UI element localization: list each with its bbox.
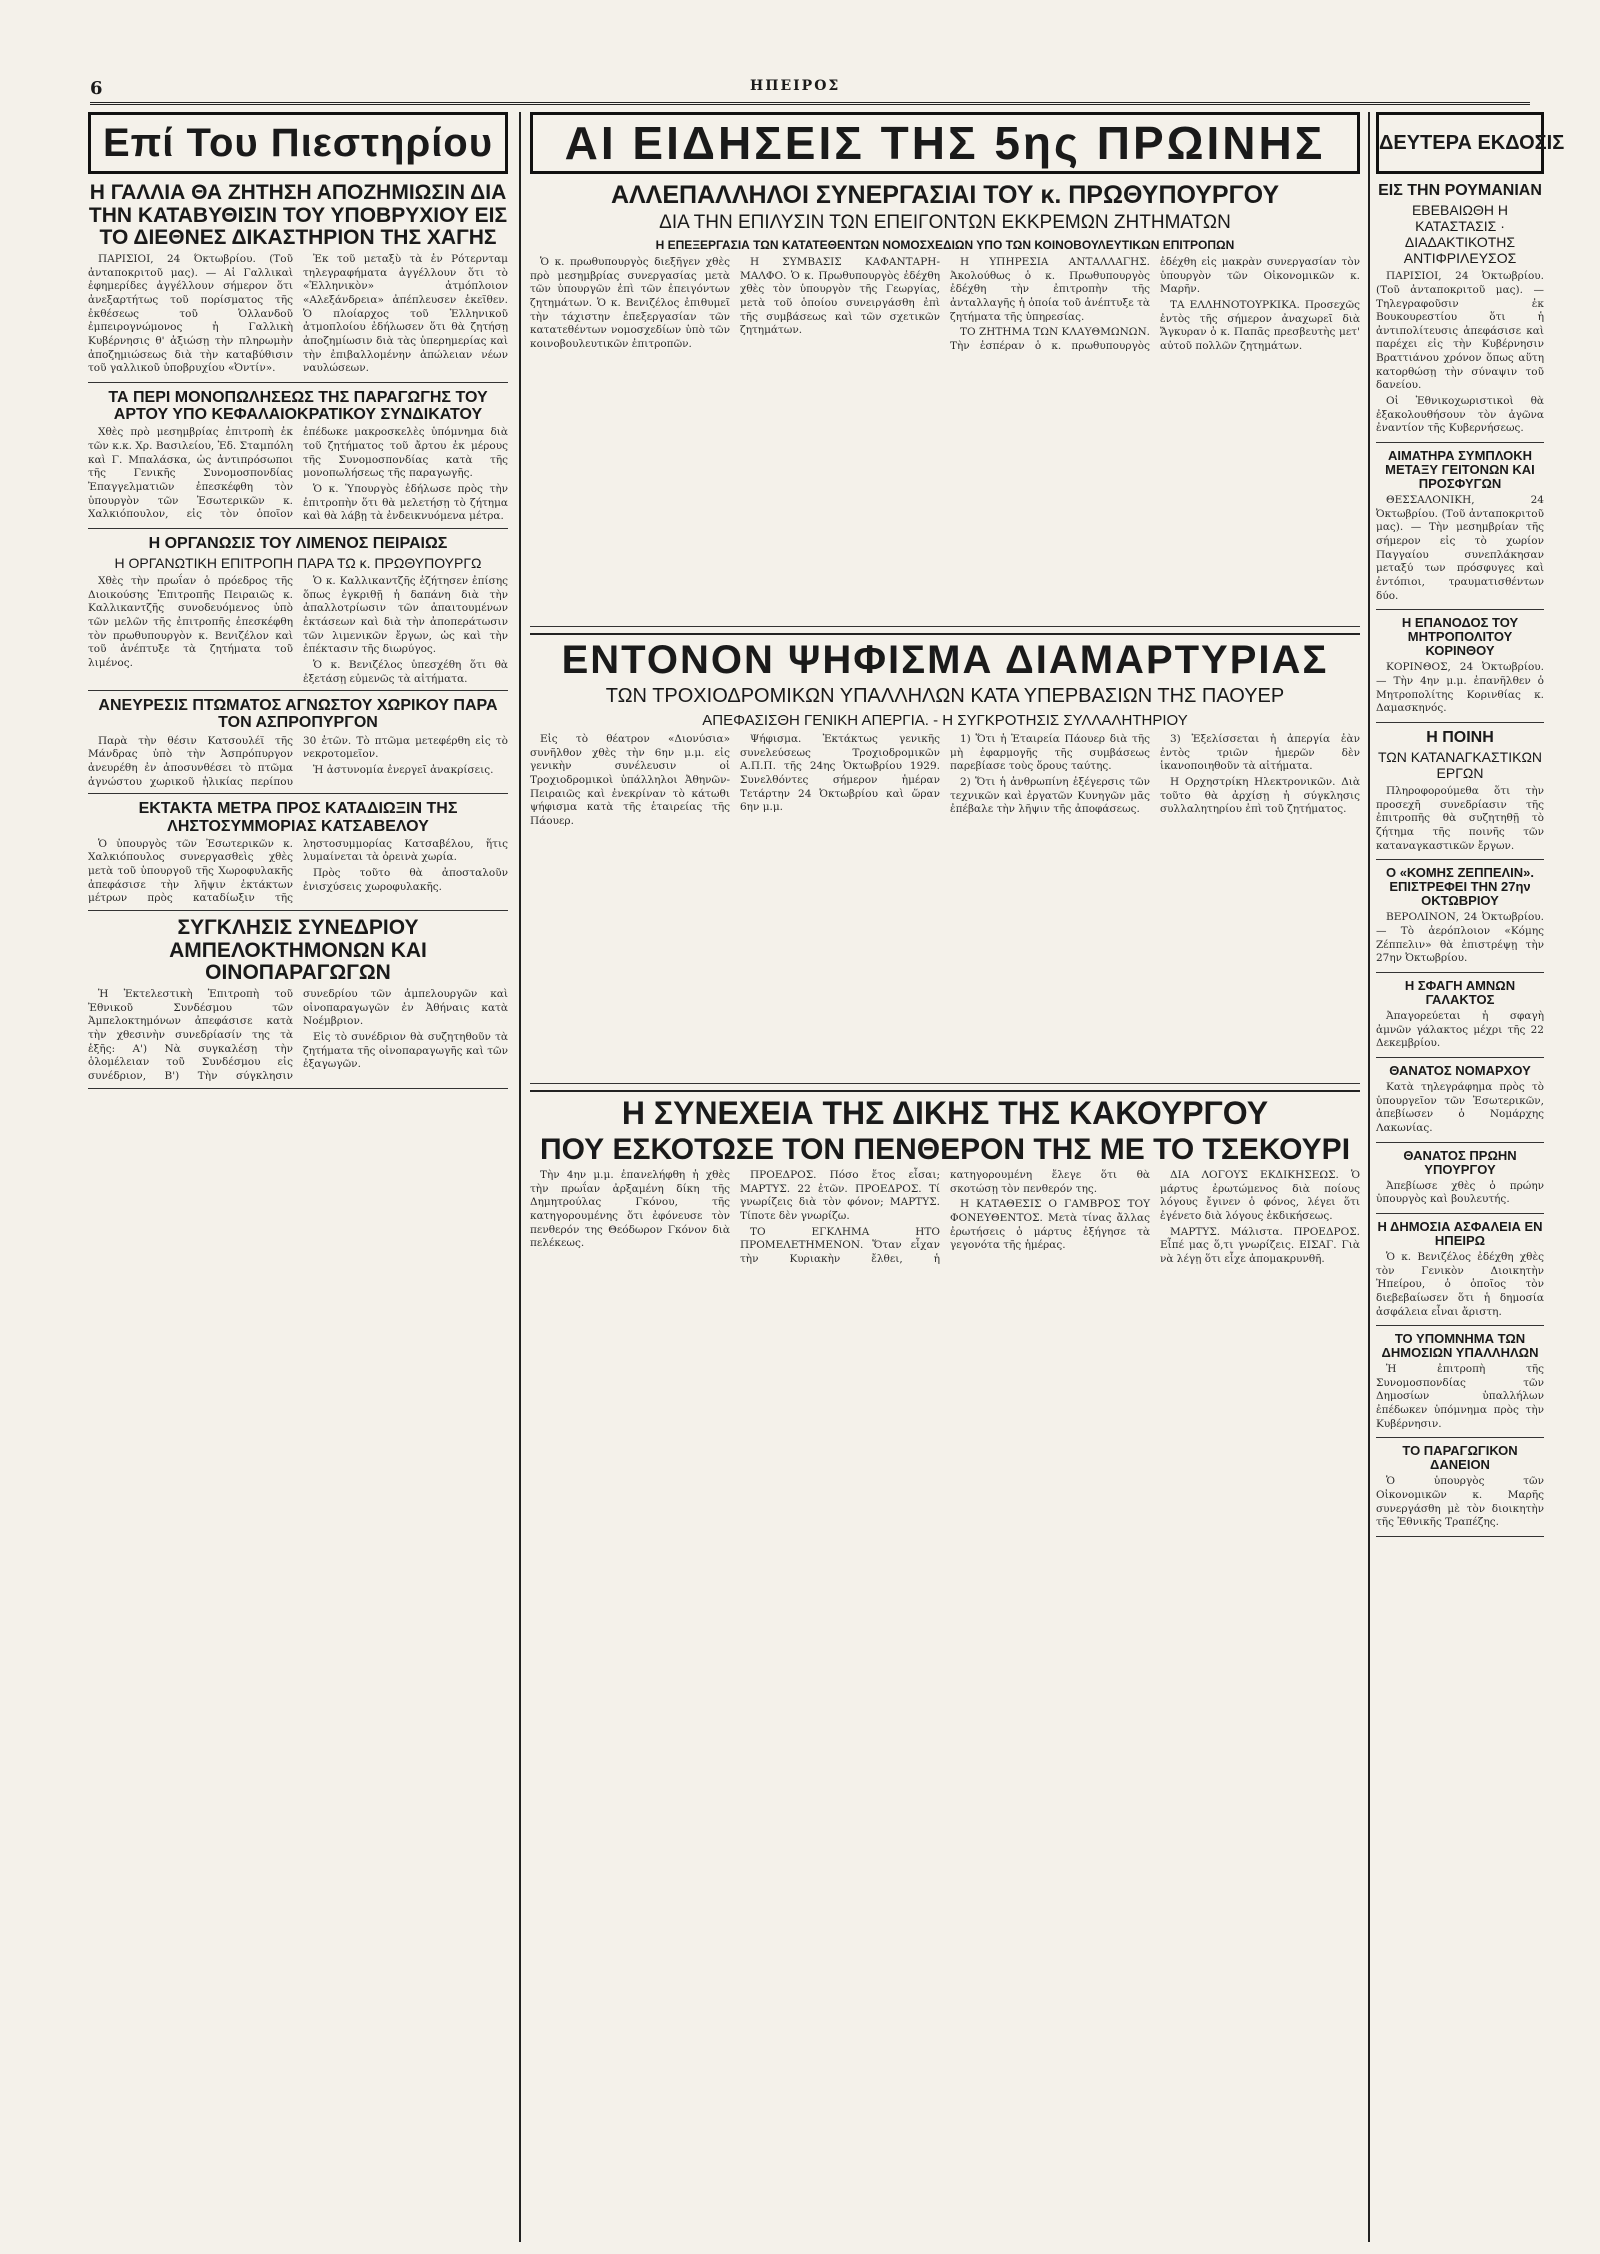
- article-body: [88, 253, 508, 378]
- paragraph: Εἰς τὸ συνέδριον θὰ συζητηθοῦν τὰ ζητήματα τῆς οἰνοπαραγωγῆς καὶ τῶν ἐξαγωγῶν.: [303, 1030, 508, 1071]
- headline: ΣΥΓΚΛΗΣΙΣ ΣΥΝΕΔΡΙΟΥ ΑΜΠΕΛΟΚΤΗΜΟΝΩΝ ΚΑΙ ΟΙΝΟΠΑΡΑΓΩΓΩΝ: [169, 916, 427, 985]
- paragraph: ΤΟ ΖΗΤΗΜΑ ΤΩΝ ΚΛΑΥΘΜΩΝΩΝ. Τὴν ἑσπέραν ὁ κ. πρωθυπουργὸς ἐδέχθη εἰς μακρὰν συνεργασίαν τὸν ὑπουργὸν τῶν Οἰκονομικῶν κ. Μαρῆν.: [950, 256, 1360, 352]
- article-r1: [1376, 182, 1544, 443]
- right-column: [1376, 112, 1565, 2242]
- paragraph: ΤΑ ΕΛΛΗΝΟΤΟΥΡΚΙΚΑ. Προσεχῶς ἐντὸς τῆς σήμερον ἀναχωρεῖ διὰ Ἄγκυραν ὁ κ. Παπᾶς πρεσβευτὴς μετ' αὐτοῦ πολλῶν ζητημάτων.: [1160, 298, 1360, 352]
- article-r6: [1376, 979, 1544, 1058]
- headline: Η ΓΑΛΛΙΑ ΘΑ ΖΗΤΗΣΗ ΑΠΟΖΗΜΙΩΣΙΝ ΔΙΑ ΤΗΝ ΚΑΤΑΒΥΘΙΣΙΝ ΤΟΥ ΥΠΟΒΡΥΧΙΟΥ ΕΙΣ ΤΟ ΔΙΕΘΝΕΣ ΔΙΚΑΣΤΗΡΙΟΝ ΤΗΣ ΧΑΓΗΣ: [88, 181, 508, 250]
- subheadline: Η ΟΡΓΑΝΩΤΙΚΗ ΕΠΙΤΡΟΠΗ ΠΑΡΑ ΤΩ κ. ΠΡΩΘΥΠΟΥΡΓΩ: [114, 555, 482, 572]
- article-body: [88, 426, 508, 523]
- trial-subheadline: ΠΟΥ ΕΣΚΟΤΩΣΕ ΤΟΝ ΠΕΝΘΕΡΟΝ ΤΗΣ ΜΕ ΤΟ ΤΣΕΚΟΥΡΙ: [539, 1132, 1351, 1166]
- strike-subheadline: ΤΩΝ ΤΡΟΧΙΟΔΡΟΜΙΚΩΝ ΥΠΑΛΛΗΛΩΝ ΚΑΤΑ ΥΠΕΡΒΑΣΙΩΝ ΤΗΣ ΠΑΟΥΕΡ: [605, 685, 1285, 708]
- headline: ΤΟ ΠΑΡΑΓΩΓΙΚΟΝ ΔΑΝΕΙΟΝ: [1402, 1443, 1518, 1473]
- headline: ΕΙΣ ΤΗΝ ΡΟΥΜΑΝΙΑΝ: [1378, 182, 1542, 199]
- paragraph: Ὁ ὑπουργὸς τῶν Ἐσωτερικῶν κ. Χαλκιόπουλος συνεργασθεὶς χθὲς μετὰ τοῦ ὑπουργοῦ τῆς Χωροφυλακῆς ἀπεφάσισε τὴν λῆψιν ἐκτάκτων μέτρων πρὸς καταδίωξιν τῆς ληστοσυμμορίας Κατσαβέλου, ἥτις λυμαίνεται τὰ ὀρεινὰ χωρία.: [88, 837, 508, 905]
- paragraph: 3) Ἐξελίσσεται ἡ ἀπεργία ἐὰν ἐντὸς τριῶν ἡμερῶν δὲν ἱκανοποιηθοῦν τὰ αἰτήματα.: [1160, 733, 1360, 773]
- article-r11: [1376, 1444, 1544, 1537]
- paragraph: Εἰς τὸ θέατρον «Διονύσια» συνῆλθον χθὲς τὴν 6ην μ.μ. εἰς γενικὴν συνέλευσιν οἱ Τροχιοδρομικοὶ ὑπάλληλοι Ἀθηνῶν-Πειραιῶς καὶ ἐνεκρίναν τὸ κάτωθι ψήφισμα κατὰ τῆς ἑταιρείας τῆς Πάουερ.: [530, 733, 730, 828]
- strike-headline: ΕΝΤΟΝΟΝ ΨΗΦΙΣΜΑ ΔΙΑΜΑΡΤΥΡΙΑΣ: [561, 638, 1329, 682]
- paragraph: Ἡ ἀστυνομία ἐνεργεῖ ἀνακρίσεις.: [313, 764, 494, 776]
- paragraph: Ἀπεβίωσε χθὲς ὁ πρώην ὑπουργὸς καὶ βουλευτής.: [1376, 1179, 1544, 1206]
- article-body: [1376, 1251, 1544, 1319]
- headline: Η ΟΡΓΑΝΩΣΙΣ ΤΟΥ ΛΙΜΕΝΟΣ ΠΕΙΡΑΙΩΣ: [148, 534, 448, 552]
- article-a1: [88, 182, 508, 383]
- lead-article: [530, 182, 1360, 627]
- article-r8: [1376, 1149, 1544, 1214]
- paragraph: ΠΡΟΕΔΡΟΣ. Πόσο ἔτος εἶσαι; ΜΑΡΤΥΣ. 22 ἐτῶν. ΠΡΟΕΔΡΟΣ. Τί γνωρίζεις διὰ τὸν φόνον; ΜΑΡΤΥΣ. Τίποτε δὲν γνωρίζω.: [740, 1168, 940, 1222]
- paragraph: Ὁ κ. Βενιζέλος ἐδέχθη χθὲς τὸν Γενικὸν Διοικητὴν Ἠπείρου, ὁ ὁποῖος τὸν διεβεβαίωσεν ὅτι ἡ δημοσία ἀσφάλεια εἶναι ἄριστη.: [1376, 1250, 1544, 1318]
- paragraph: Η ΣΥΜΒΑΣΙΣ ΚΑΦΑΝΤΑΡΗ-ΜΑΛΦΟ. Ὁ κ. Πρωθυπουργὸς ἐδέχθη χθὲς τὸν ὑπουργὸν τῆς Γεωργίας, μετὰ τοῦ ὁποίου συνειργάσθη ἐπὶ τῆς συμβάσεως καὶ τῶν σχετικῶν ζητημάτων.: [740, 256, 940, 337]
- headline: ΕΚΤΑΚΤΑ ΜΕΤΡΑ ΠΡΟΣ ΚΑΤΑΔΙΩΞΙΝ ΤΗΣ ΛΗΣΤΟΣΥΜΜΟΡΙΑΣ ΚΑΤΣΑΒΕΛΟΥ: [138, 800, 458, 835]
- paragraph: Ἀπαγορεύεται ἡ σφαγὴ ἀμνῶν γάλακτος μέχρι τῆς 22 Δεκεμβρίου.: [1376, 1010, 1544, 1050]
- trial-body: [530, 1169, 1360, 1266]
- column-divider-left: [519, 112, 521, 2242]
- article-body: [1376, 911, 1544, 966]
- headline: Η ΠΟΙΝΗ: [1426, 728, 1494, 746]
- article-r4: [1376, 729, 1544, 860]
- paragraph: ΠΑΡΙΣΙΟΙ, 24 Ὀκτωβρίου. (Τοῦ ἀνταποκριτοῦ μας). — Τηλεγραφοῦσιν ἐκ Βουκουρεστίου ὅτι ἡ ἀντιπολίτευσις ἀπεφάσισε καὶ παρέχει εἰς τὴν Κυβέρνησιν Βραττιάνου χρόνον ὅπως αὕτη κατορθώσῃ τὴν σύναψιν τοῦ δανείου.: [1376, 270, 1544, 392]
- paragraph: Παρὰ τὴν θέσιν Κατσουλέϊ τῆς Μάνδρας ὑπὸ τὴν Ἀσπρόπυργον ἀνευρέθη ἐν ἀποσυνθέσει τὸ πτῶμα ἀγνώστου χωρικοῦ ἡλικίας περίπου 30 ἐτῶν. Τὸ πτῶμα μετεφέρθη εἰς τὸ νεκροτομεῖον.: [88, 734, 508, 788]
- trial-article: [530, 1096, 1360, 2200]
- strike-subheadline-2: ΑΠΕΦΑΣΙΣΘΗ ΓΕΝΙΚΗ ΑΠΕΡΓΙΑ. - Η ΣΥΓΚΡΟΤΗΣΙΣ ΣΥΛΛΑΛΗΤΗΡΙΟΥ: [702, 712, 1188, 730]
- paragraph: ΠΑΡΙΣΙΟΙ, 24 Όκτωβρίου. (Τοῦ ἀνταποκριτοῦ μας). — Αἱ Γαλλικαὶ ἐφημερίδες ἀγγέλλουν σήμερον ὅτι ἀνεξαρτήτως τοῦ πορίσματος τῆς ἐκθέσεως τοῦ Ὁλλανδοῦ ἐμπειρογνώμονος ἡ Γαλλικὴ Κυβέρνησις θ' ἀξιώσῃ τὴν πληρωμὴν ἀποζημιώσεως διὰ τὴν καταβύθισιν τοῦ γαλλικοῦ ὑποβρυχίου «Ὀντίν».: [88, 253, 293, 375]
- page-number: 6: [90, 78, 103, 99]
- headline: Η ΔΗΜΟΣΙΑ ΑΣΦΑΛΕΙΑ ΕΝ ΗΠΕΙΡΩ: [1377, 1218, 1543, 1248]
- paragraph: Ὁ κ. πρωθυπουργὸς διεξῆγεν χθὲς πρὸ μεσημβρίας συνεργασίας μετὰ τῶν ὑπουργῶν ἐπὶ τῶν ἐπειγόντων ζητημάτων. Ὁ κ. Βενιζέλος ἐπιθυμεῖ τὴν τάχιστην ἐπεξεργασίαν τῶν κατατεθέντων νομοσχεδίων ὑπὸ τῶν κοινοβουλευτικῶν ἐπιτροπῶν.: [530, 256, 730, 350]
- left-banner: Επί Του Πιεστηρίου: [88, 112, 508, 174]
- section-rule: [530, 633, 1360, 635]
- headline: ΑΝΕΥΡΕΣΙΣ ΠΤΩΜΑΤΟΣ ΑΓΝΩΣΤΟΥ ΧΩΡΙΚΟΥ ΠΑΡΑ ΤΟΝ ΑΣΠΡΟΠΥΡΓΟΝ: [98, 697, 498, 732]
- article-a6: [88, 917, 508, 1089]
- article-body: [88, 575, 508, 686]
- paragraph: Πληροφορούμεθα ὅτι τὴν προσεχῆ συνεδρίασιν τῆς ἐπιτροπῆς θὰ συζητηθῇ τὸ ζήτημα τῆς ποινῆς τῶν καταναγκαστικῶν ἔργων.: [1376, 785, 1544, 852]
- paragraph: ΘΕΣΣΑΛΟΝΙΚΗ, 24 Ὀκτωβρίου. (Τοῦ ἀνταποκριτοῦ μας). — Τὴν μεσημβρίαν τῆς σήμερον εἰς τὸ χωρίον Παγγαίου συνεπλάκησαν μεταξύ των πρόσφυγες καὶ ἐντόπιοι, τραυματισθέντων δύο.: [1376, 494, 1544, 602]
- lead-subheadline: ΔΙΑ ΤΗΝ ΕΠΙΛΥΣΙΝ ΤΩΝ ΕΠΕΙΓΟΝΤΩΝ ΕΚΚΡΕΜΩΝ ΖΗΤΗΜΑΤΩΝ: [659, 212, 1231, 233]
- headline: ΘΑΝΑΤΟΣ ΝΟΜΑΡΧΟΥ: [1389, 1062, 1531, 1078]
- paragraph: Χθὲς πρὸ μεσημβρίας ἐπιτροπὴ ἐκ τῶν κ.κ. Χρ. Βασιλείου, Ἐδ. Σταμπόλη καὶ Γ. Μπαλάσκα, ὡς ἀντιπρόσωποι τῆς Γενικῆς Συνομοσπονδίας Ἐπαγγελματιῶν ἐπεσκέφθη τὸν ὑπουργὸν τῶν Ἐσωτερικῶν κ. Χαλκιόπουλον, εἰς τὸν ὁποῖον ἐπέδωκε μακροσκελὲς ὑπόμνημα διὰ τοῦ ζητήματος τοῦ ἄρτου ἐκ μέρους τῆς Συνομοσπονδίας κατὰ τῆς μονοπωλήσεως τῆς παραγωγῆς.: [88, 426, 508, 521]
- paragraph: Ὁ κ. Ὑπουργὸς ἐδήλωσε πρὸς τὴν ἐπιτροπὴν ὅτι θὰ μελετήσῃ τὸ ζήτημα καὶ θὰ λάβῃ τὰ ἐνδεικνυόμενα μέτρα.: [303, 482, 508, 523]
- article-body: [1376, 494, 1544, 603]
- article-body: [1376, 1363, 1544, 1431]
- article-a2: [88, 389, 508, 529]
- paragraph: ΚΟΡΙΝΘΟΣ, 24 Ὀκτωβρίου. — Τὴν 4ην μ.μ. ἐπανῆλθεν ὁ Μητροπολίτης Κορινθίας κ. Δαμασκηνός.: [1376, 661, 1544, 715]
- article-body: [1376, 1475, 1544, 1530]
- paragraph: 1) Ὅτι ἡ Ἑταιρεία Πάουερ διὰ τῆς μὴ ἐφαρμογῆς τῆς συμβάσεως παρεβίασε τοὺς ὅρους ταύτης.: [950, 733, 1150, 773]
- column-divider-right: [1368, 112, 1370, 2242]
- right-banner: ΔΕΥΤΕΡΑ ΕΚΔΟΣΙΣ: [1376, 112, 1544, 174]
- paragraph: Τὴν 4ην μ.μ. ἐπανελήφθη ἡ χθὲς τὴν πρωΐαν ἀρξαμένη δίκη τῆς Δημητρούλας Γκόνου, τῆς κατηγορουμένης ὅτι ἐφόνευσε τὸν πενθερόν της Θεόδωρον Γκόνον διὰ πελέκεως.: [530, 1168, 730, 1250]
- headline: Η ΕΠΑΝΟΔΟΣ ΤΟΥ ΜΗΤΡΟΠΟΛΙΤΟΥ ΚΟΡΙΝΘΟΥ: [1401, 615, 1519, 659]
- masthead: [90, 78, 1530, 105]
- article-r2: [1376, 449, 1544, 610]
- paragraph: ΔΙΑ ΛΟΓΟΥΣ ΕΚΔΙΚΗΣΕΩΣ. Ὁ μάρτυς ἐρωτώμενος διὰ ποίους λόγους ἔγινεν ὁ φόνος, λέγει ὅτι ἐγένετο διὰ λόγους ἐκδικήσεως.: [1160, 1168, 1360, 1222]
- paragraph: Ὁ κ. Βενιζέλος ὑπεσχέθη ὅτι θὰ ἐξετάσῃ εὐμενῶς τὰ αἰτήματα.: [303, 658, 508, 685]
- article-body: [1376, 661, 1544, 716]
- article-r5: [1376, 866, 1544, 973]
- lead-body: [530, 256, 1360, 353]
- article-r3: [1376, 616, 1544, 723]
- headline: ΤΑ ΠΕΡΙ ΜΟΝΟΠΩΛΗΣΕΩΣ ΤΗΣ ΠΑΡΑΓΩΓΗΣ ΤΟΥ ΑΡΤΟΥ ΥΠΟ ΚΕΦΑΛΑΙΟΚΡΑΤΙΚΟΥ ΣΥΝΔΙΚΑΤΟΥ: [108, 388, 488, 424]
- headline: Η ΣΦΑΓΗ ΑΜΝΩΝ ΓΑΛΑΚΤΟΣ: [1404, 977, 1516, 1007]
- paragraph: ΒΕΡΟΛΙΝΟΝ, 24 Ὀκτωβρίου. — Τὸ ἀερόπλοιον «Κόμης Ζέππελιν» θὰ ἐπιστρέψῃ τὴν 27ην Ὀκτωβρίου.: [1376, 911, 1544, 965]
- strike-body: [530, 733, 1360, 828]
- article-a5: [88, 800, 508, 911]
- paragraph: Ψήφισμα. Ἐκτάκτως γενικῆς συνελεύσεως Τροχιοδρομικῶν Α.Π.Π. τῆς 24ης Ὀκτωβρίου 1929. Συνελθόντες σήμερον ἡμέραν Τετάρτην 24 Ὀκτωβρίου καὶ ὥραν 6ην μ.μ.: [740, 733, 940, 814]
- headline: ΘΑΝΑΤΟΣ ΠΡΩΗΝ ΥΠΟΥΡΓΟΥ: [1403, 1147, 1517, 1177]
- subheadline: ΕΒΕΒΑΙΩΘΗ Η ΚΑΤΑΣΤΑΣΙΣ · ΔΙΑΔΑΚΤΙΚΟΤΗΣ ΑΝΤΙΦΡΙΛΕΥΣΟΣ: [1403, 202, 1517, 267]
- article-r7: [1376, 1064, 1544, 1143]
- paragraph: Η ΚΑΤΑΘΕΣΙΣ Ο ΓΑΜΒΡΟΣ ΤΟΥ ΦΟΝΕΥΘΕΝΤΟΣ. Μετὰ τίνας ἄλλας ἐρωτήσεις ὁ μάρτυς ἐξήγησε τὰ γεγονότα τῆς ἡμέρας.: [950, 1198, 1150, 1252]
- paragraph: Η Ορχηστρίκη Ηλεκτρονικῶν. Διὰ τοῦτο θὰ ἀρχίσῃ ἡ σύγκλησις συλλαλητηρίου ἐπὶ τοῦ ζητήματος.: [1160, 776, 1360, 816]
- article-r9: [1376, 1220, 1544, 1326]
- lead-subheadline-2: Η ΕΠΕΞΕΡΓΑΣΙΑ ΤΩΝ ΚΑΤΑΤΕΘΕΝΤΩΝ ΝΟΜΟΣΧΕΔΙΩΝ ΥΠΟ ΤΩΝ ΚΟΙΝΟΒΟΥΛΕΥΤΙΚΩΝ ΕΠΙΤΡΟΠΩΝ: [655, 238, 1235, 252]
- middle-column: [530, 112, 1360, 2242]
- trial-headline: Η ΣΥΝΕΧΕΙΑ ΤΗΣ ΔΙΚΗΣ ΤΗΣ ΚΑΚΟΥΡΓΟΥ: [621, 1095, 1269, 1131]
- paragraph: Ἡ ἐπιτροπὴ τῆς Συνομοσπονδίας τῶν Δημοσίων ὑπαλλήλων ἐπέδωκεν ὑπόμνημα πρὸς τὴν Κυβέρνησιν.: [1376, 1363, 1544, 1430]
- article-body: [1376, 1180, 1544, 1207]
- article-body: [88, 988, 508, 1083]
- strike-article: [530, 639, 1360, 1084]
- paragraph: 2) Ὅτι ἡ ἀνθρωπίνη ἐξέγερσις τῶν τεχνικῶν καὶ ἐργατῶν Κυνηγῶν μᾶς ἐπέβαλε τὴν λῆψιν τῆς ἀποφάσεως.: [950, 776, 1150, 816]
- article-body: [88, 838, 508, 906]
- article-body: [88, 735, 508, 790]
- paragraph: Η ΥΠΗΡΕΣΙΑ ΑΝΤΑΛΛΑΓΗΣ. Ἀκολούθως ὁ κ. Πρωθυπουργὸς ἐδέχθη τὴν ἐπιτροπὴν τῆς ἀνταλλαγῆς ἡ ὁποία τοῦ ἀνέπτυξε τὰ ζητήματα τῆς ὑπηρεσίας.: [950, 256, 1150, 323]
- paragraph: Ἐκ τοῦ μεταξὺ τὰ ἐν Ρότερνταμ τηλεγραφήματα ἀγγέλλουν ὅτι τὸ «Ἑλληνικὸν» ἀτμόπλοιον «Αλεξάνδρεια» ἀπέπλευσεν ἐκεῖθεν. Ὁ πλοίαρχος τοῦ Ἑλληνικοῦ ἀτμοπλοίου ἐδήλωσεν ὅτι θὰ ζητήσῃ ἀποζημίωσιν διὰ τὰς ὑπερημερίας καὶ τὴν ἐπιβαλλομένην ἀπώλειαν νέων ναυλώσεων.: [303, 253, 508, 375]
- article-a4: [88, 697, 508, 794]
- paragraph: ΜΑΡΤΥΣ. Μάλιστα. ΠΡΟΕΔΡΟΣ. Εἶπέ μας ὅ,τι γνωρίζεις. ΕΙΣΑΓ. Γιὰ νὰ λέγῃ ὅτι εἶχε ἀπομακρυνθῆ.: [1160, 1225, 1360, 1265]
- article-body: [1376, 1010, 1544, 1051]
- lead-headline: ΑΛΛΕΠΑΛΛΗΛΟΙ ΣΥΝΕΡΓΑΣΙΑΙ ΤΟΥ κ. ΠΡΩΘΥΠΟΥΡΓΟΥ: [610, 181, 1280, 209]
- paragraph: Πρὸς τοῦτο θὰ ἀποσταλοῦν ἐνισχύσεις χωροφυλακῆς.: [303, 867, 508, 893]
- middle-banner: ΑΙ ΕΙΔΗΣΕΙΣ ΤΗΣ 5ης ΠΡΩΙΝΗΣ: [530, 112, 1360, 174]
- headline: Ο «ΚΟΜΗΣ ΖΕΠΠΕΛΙΝ». ΕΠΙΣΤΡΕΦΕΙ ΤΗΝ 27ην ΟΚΤΩΒΡΙΟΥ: [1385, 865, 1535, 909]
- section-rule: [530, 1090, 1360, 1092]
- paragraph: ΤΟ ΕΓΚΛΗΜΑ ΗΤΟ ΠΡΟΜΕΛΕΤΗΜΕΝΟΝ. Ὅταν εἶχαν τὴν Κυριακὴν ἔλθει, ἡ κατηγορουμένη ἔλεγε ὅτι θὰ σκοτώσῃ τὸν πενθερόν της.: [740, 1168, 1150, 1265]
- article-body: [1376, 270, 1544, 436]
- paragraph: Ἡ Ἐκτελεστικὴ Ἐπιτροπὴ τοῦ Ἐθνικοῦ Συνδέσμου τῶν Ἀμπελοκτημόνων ἀπεφάσισε κατὰ τὴν χθεσινὴν συνεδρίασίν της τὰ ἑξῆς: Α') Νὰ συγκαλέσῃ τὴν ὁλομέλειαν τοῦ Συνδέσμου εἰς συνέδριον, B') Τὴν σύγκλησιν συνεδρίου τῶν ἀμπελουργῶν καὶ οἰνοπαραγωγῶν ἐν Ἀθήναις κατὰ Νοέμβριον.: [88, 988, 508, 1082]
- headline: ΤΟ ΥΠΟΜΝΗΜΑ ΤΩΝ ΔΗΜΟΣΙΩΝ ΥΠΑΛΛΗΛΩΝ: [1381, 1331, 1539, 1361]
- paragraph: Οἱ Ἐθνικοχωριστικοὶ θὰ ἐξακολουθήσουν τὸν ἀγῶνα ἐναντίον τῆς Κυβερνήσεως.: [1376, 395, 1544, 435]
- left-articles: [88, 182, 508, 1089]
- paragraph: Ὁ κ. Καλλικαντζῆς ἐζήτησεν ἐπίσης ὅπως ἐγκριθῇ ἡ δαπάνη διὰ τὴν ἀπαλλοτρίωσιν τῶν ἀπαιτουμένων ἐκτάσεων καὶ διὰ τὴν ἀποπεράτωσιν τῶν λιμενικῶν ἔργων, ὡς καὶ τὴν ἐπέκτασιν τῆς διωρύγος.: [303, 575, 508, 656]
- paragraph: Κατὰ τηλεγράφημα πρὸς τὸ ὑπουργεῖον τῶν Ἐσωτερικῶν, ἀπεβίωσεν ὁ Νομάρχης Λακωνίας.: [1376, 1080, 1544, 1134]
- headline: ΑΙΜΑΤΗΡΑ ΣΥΜΠΛΟΚΗ ΜΕΤΑΞΥ ΓΕΙΤΟΝΩΝ ΚΑΙ ΠΡΟΣΦΥΓΩΝ: [1385, 447, 1535, 492]
- paragraph: Ὁ ὑπουργὸς τῶν Οἰκονομικῶν κ. Μαρῆς συνεργάσθη μὲ τὸν διοικητὴν τῆς Ἐθνικῆς Τραπέζης.: [1376, 1475, 1544, 1529]
- article-a3: [88, 535, 508, 691]
- paper-name: ΗΠΕΙΡΟΣ: [750, 78, 841, 94]
- paragraph: Χθὲς τὴν πρωΐαν ὁ πρόεδρος τῆς Διοικούσης Ἐπιτροπῆς Πειραιῶς κ. Καλλικαντζῆς συνοδευόμενος ὑπὸ τῶν μελῶν τῆς ἐπιτροπῆς ἐπεσκέφθη τὸν πρωθυπουργὸν κ. Βενιζέλον καὶ τοῦ ἀνέπτυξε τὰ ζητήματα τοῦ λιμένος.: [88, 575, 293, 669]
- article-r10: [1376, 1332, 1544, 1438]
- article-body: [1376, 785, 1544, 853]
- subheadline: ΤΩΝ ΚΑΤΑΝΑΓΚΑΣΤΙΚΩΝ ΕΡΓΩΝ: [1377, 749, 1543, 782]
- right-articles: [1376, 182, 1544, 1537]
- article-body: [1376, 1081, 1544, 1136]
- left-column: [88, 112, 508, 2242]
